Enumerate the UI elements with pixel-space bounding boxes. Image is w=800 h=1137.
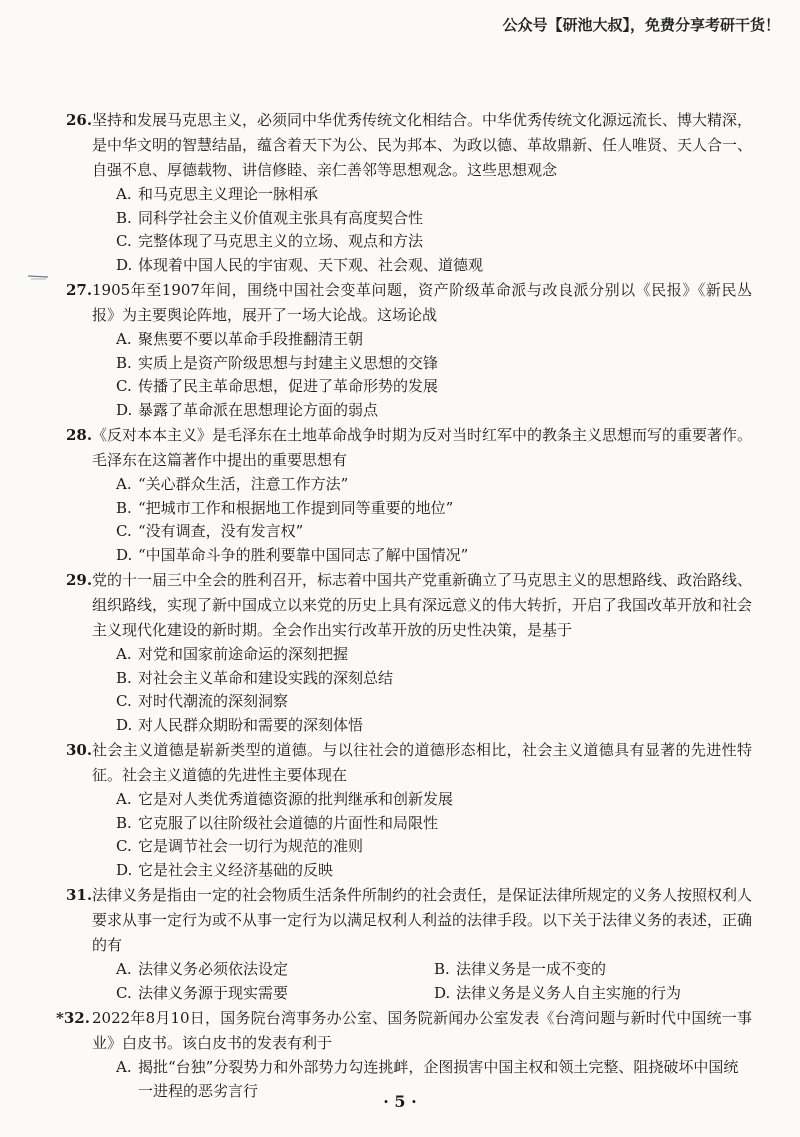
option-d[interactable]: D. 法律义务是义务人自主实施的行为 — [434, 983, 682, 1002]
question-28 — [66, 423, 753, 567]
option-c[interactable]: C. 对时代潮流的深刻洞察 — [116, 692, 289, 710]
option-b[interactable]: B. 法律义务是一成不变的 — [434, 960, 607, 978]
question-stem: 坚持和发展马克思主义，必须同中华优秀传统文化相结合。中华优秀传统文化源远流长、博大精深，是中华文明的智慧结晶，蕴含着天下为公、民为邦本、为政以德、革故鼎新、任人唯贤、天人合一、自强不息、厚德载物、讲信修睦、亲仁善邻等思想观念。这些思想观念 — [92, 111, 753, 179]
option-d[interactable]: D. 对人民群众期盼和需要的深刻体悟 — [116, 715, 364, 734]
question-number: 30. — [66, 741, 93, 759]
option-c[interactable]: C. 它是调节社会一切行为规范的准则 — [116, 837, 364, 855]
option-c[interactable]: C. 法律义务源于现实需要 — [116, 983, 289, 1002]
question-number: 26. — [66, 111, 93, 129]
question-number: 29. — [66, 571, 93, 589]
question-number: 31. — [66, 886, 93, 904]
question-number: *32. — [56, 1009, 90, 1027]
option-a[interactable]: A. 它是对人类优秀道德资源的批判继承和创新发展 — [116, 790, 454, 808]
option-d[interactable]: D. 它是社会主义经济基础的反映 — [116, 860, 334, 879]
option-b[interactable]: B. 同科学社会主义价值观主张具有高度契合性 — [116, 208, 424, 227]
option-b[interactable]: B. 它克服了以往阶级社会道德的片面性和局限性 — [116, 813, 439, 832]
option-a[interactable]: A. 揭批“台独”分裂势力和外部势力勾连挑衅，企图损害中国主权和领土完整、阻挠破坏中国统一进程的恶劣言行 — [116, 1058, 739, 1100]
question-32 — [56, 1006, 752, 1103]
option-b[interactable]: B. “把城市工作和根据地工作提到同等重要的地位” — [116, 498, 454, 517]
option-b[interactable]: B. 实质上是资产阶级思想与封建主义思想的交锋 — [116, 353, 439, 372]
option-d[interactable]: D. 暴露了革命派在思想理论方面的弱点 — [116, 400, 379, 419]
question-27 — [66, 278, 752, 422]
question-31 — [66, 883, 753, 1005]
option-list — [92, 958, 752, 1005]
option-a[interactable]: A. 聚焦要不要以革命手段推翻清王朝 — [116, 330, 364, 348]
question-stem: 《反对本本主义》是毛泽东在土地革命战争时期为反对当时红军中的教条主义思想而写的重要著作。毛泽东在这篇著作中提出的重要思想有 — [92, 426, 753, 469]
option-list — [92, 183, 752, 277]
question-stem: 社会主义道德是崭新类型的道德。与以往社会的道德形态相比，社会主义道德具有显著的先进性特征。社会主义道德的先进性主要体现在 — [92, 741, 752, 784]
question-26 — [66, 108, 753, 277]
option-d[interactable]: D. “中国革命斗争的胜利要靠中国同志了解中国情况” — [116, 545, 469, 564]
option-list — [92, 328, 752, 422]
option-list — [92, 788, 752, 882]
option-a[interactable]: A. 法律义务必须依法设定 — [116, 960, 289, 978]
page-header: 公众号【研池大叔】，免费分享考研干货！ — [502, 16, 780, 34]
option-list — [92, 473, 752, 567]
question-30 — [66, 738, 752, 882]
option-a[interactable]: A. “关心群众生活，注意工作方法” — [116, 475, 349, 493]
question-number: 27. — [66, 281, 93, 299]
option-a[interactable]: A. 对党和国家前途命运的深刻把握 — [116, 645, 349, 663]
scan-smudge — [28, 272, 50, 282]
page-number: · 5 · — [383, 1092, 417, 1111]
option-c[interactable]: C. 传播了民主革命思想，促进了革命形势的发展 — [116, 377, 439, 395]
option-c[interactable]: C. 完整体现了马克思主义的立场、观点和方法 — [116, 232, 424, 250]
option-d[interactable]: D. 体现着中国人民的宇宙观、天下观、社会观、道德观 — [116, 255, 484, 274]
question-stem: 党的十一届三中全会的胜利召开，标志着中国共产党重新确立了马克思主义的思想路线、政治路线、组织路线，实现了新中国成立以来党的历史上具有深远意义的伟大转折，开启了我国改革开放和社会主义现代化建设的新时期。全会作出实行改革开放的历史性决策，是基于 — [92, 571, 753, 639]
question-29 — [66, 568, 753, 737]
question-number: 28. — [66, 426, 93, 444]
option-a[interactable]: A. 和马克思主义理论一脉相承 — [116, 185, 319, 203]
option-c[interactable]: C. “没有调查，没有发言权” — [116, 522, 304, 540]
option-list — [92, 643, 752, 737]
question-stem: 法律义务是指由一定的社会物质生活条件所制约的社会责任，是保证法律所规定的义务人按照权利人要求从事一定行为或不从事一定行为以满足权利人利益的法律手段。以下关于法律义务的表述，正确的有 — [92, 886, 753, 954]
question-stem: 2022年8月10日，国务院台湾事务办公室、国务院新闻办公室发表《台湾问题与新时代中国统一事业》白皮书。该白皮书的发表有利于 — [92, 1009, 752, 1052]
question-stem: 1905年至1907年间，围绕中国社会变革问题，资产阶级革命派与改良派分别以《民报》《新民丛报》为主要舆论阵地，展开了一场大论战。这场论战 — [92, 281, 752, 324]
option-b[interactable]: B. 对社会主义革命和建设实践的深刻总结 — [116, 668, 394, 687]
question-list — [56, 108, 753, 1103]
